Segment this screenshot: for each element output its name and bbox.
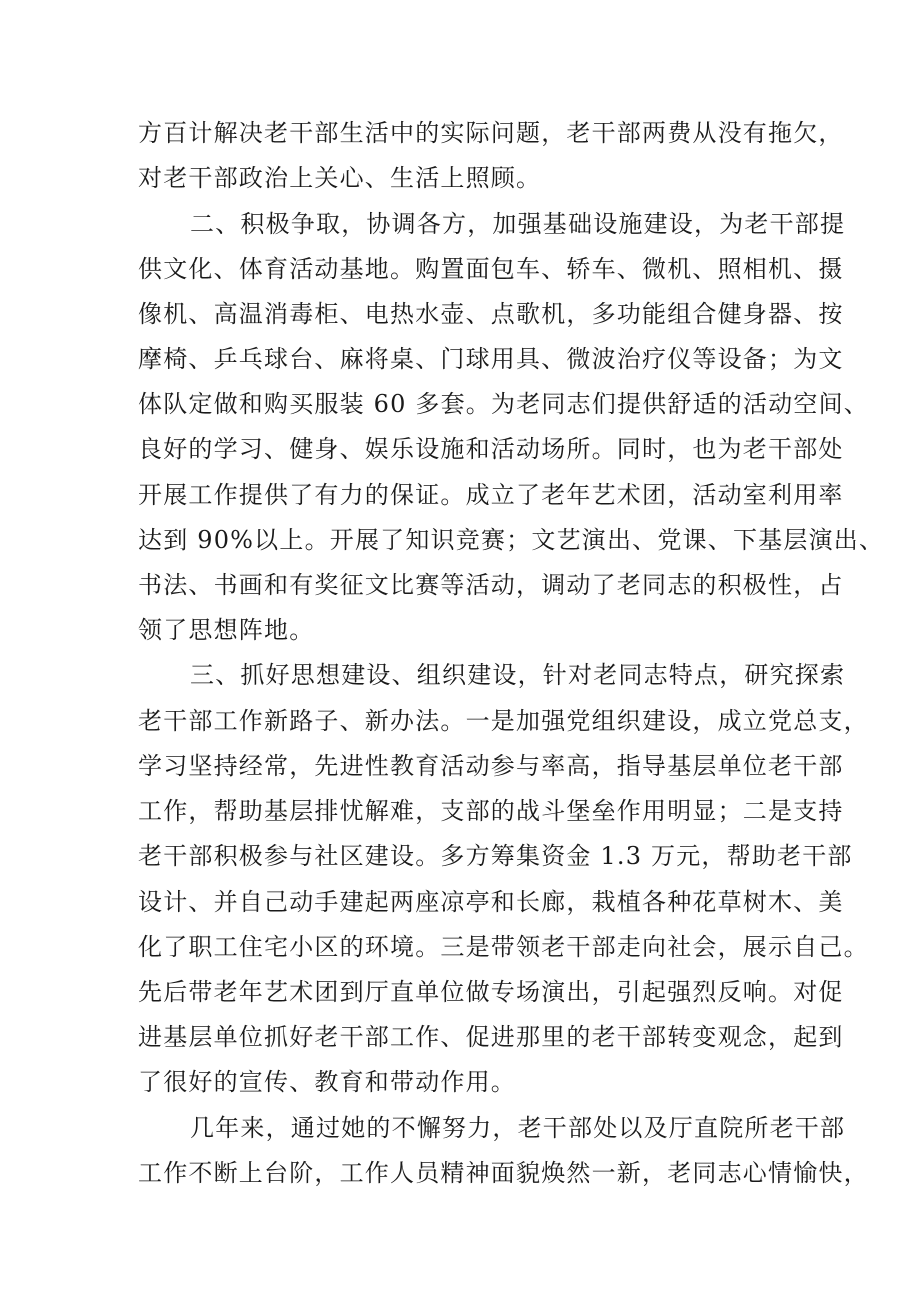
text-line: 领了思想阵地。 [138,616,315,644]
text-line: 化了职工住宅小区的环境。三是带领老干部走向社会，展示自己。 [138,933,869,961]
paragraph-4-first-line: 几年来，通过她的不懈努力，老干部处以及厅直院所老干部 [190,1114,846,1142]
text-line: 达到 90%以上。开展了知识竞赛；文艺演出、党课、下基层演出、 [138,526,885,554]
text-line: 良好的学习、健身、娱乐设施和活动场所。同时，也为老干部处 [138,435,844,463]
text-line: 工作，帮助基层排忧解难，支部的战斗堡垒作用明显；二是支持 [138,797,844,825]
text-line: 老干部积极参与社区建设。多方筹集资金 1.3 万元，帮助老干部 [138,842,853,870]
text-line: 进基层单位抓好老干部工作、促进那里的老干部转变观念，起到 [138,1023,844,1051]
text-line: 对老干部政治上关心、生活上照顾。 [138,164,542,192]
text-line: 体队定做和购买服装 60 多套。为老同志们提供舒适的活动空间、 [138,390,869,418]
text-line: 方百计解决老干部生活中的实际问题，老干部两费从没有拖欠， [138,119,844,147]
text-line: 摩椅、乒乓球台、麻将桌、门球用具、微波治疗仪等设备；为文 [138,345,844,373]
text-line: 像机、高温消毒柜、电热水壶、点歌机，多功能组合健身器、按 [138,300,844,328]
paragraph-3-first-line: 三、抓好思想建设、组织建设，针对老同志特点，研究探索 [190,661,846,689]
text-line: 供文化、体育活动基地。购置面包车、轿车、微机、照相机、摄 [138,255,844,283]
text-line: 了很好的宣传、教育和带动作用。 [138,1068,516,1096]
text-line: 老干部工作新路子、新办法。一是加强党组织建设，成立党总支， [138,707,869,735]
text-line: 学习坚持经常，先进性教育活动参与率高，指导基层单位老干部 [138,752,844,780]
text-line: 开展工作提供了有力的保证。成立了老年艺术团，活动室利用率 [138,481,844,509]
text-line: 设计、并自己动手建起两座凉亭和长廊，栽植各种花草树木、美 [138,888,844,916]
text-line: 工作不断上台阶，工作人员精神面貌焕然一新，老同志心情愉快， [138,1159,869,1187]
text-line: 先后带老年艺术团到厅直单位做专场演出，引起强烈反响。对促 [138,978,844,1006]
paragraph-2-first-line: 二、积极争取，协调各方，加强基础设施建设，为老干部提 [190,210,846,238]
text-line: 书法、书画和有奖征文比赛等活动，调动了老同志的积极性，占 [138,571,844,599]
